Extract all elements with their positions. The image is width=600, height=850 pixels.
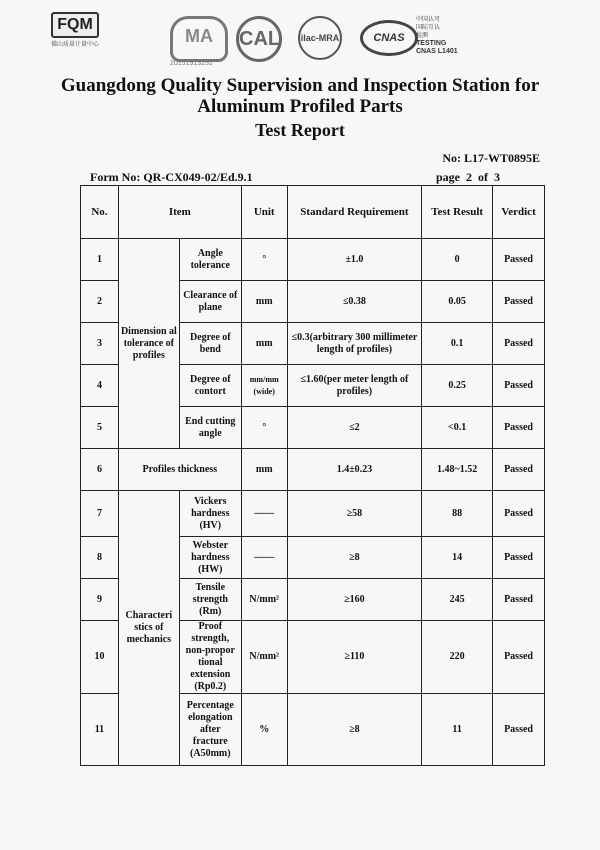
cell-item: End cutting angle: [179, 407, 241, 449]
cell-standard: 1.4±0.23: [287, 449, 422, 491]
cnas-line: 中国认可: [416, 16, 441, 23]
cell-verdict: Passed: [493, 281, 545, 323]
cell-no: 3: [81, 323, 119, 365]
cell-item: Clearance of plane: [179, 281, 241, 323]
cell-no: 4: [81, 365, 119, 407]
header-verdict: Verdict: [493, 186, 545, 239]
header-unit: Unit: [241, 186, 287, 239]
cell-verdict: Passed: [493, 621, 545, 694]
table-row: [81, 449, 545, 491]
cell-standard: ≥8: [287, 537, 422, 579]
cell-result: <0.1: [422, 407, 493, 449]
report-number-value: L17-WT0895E: [463, 151, 540, 165]
cell-result: 11: [422, 694, 493, 766]
cal-seal-icon: CAL: [236, 16, 282, 62]
title-line-2: Aluminum Profiled Parts: [197, 96, 403, 117]
cell-standard: ≥160: [287, 579, 422, 621]
page-total: 3: [494, 170, 500, 184]
cell-item: Degree of contort: [179, 365, 241, 407]
fqm-mark: FQM: [51, 12, 99, 38]
header-item: Item: [118, 186, 241, 239]
cell-item: Tensile strength (Rm): [179, 579, 241, 621]
cell-item: Degree of bend: [179, 323, 241, 365]
cell-result: 88: [422, 491, 493, 537]
cell-standard: ≥58: [287, 491, 422, 537]
form-number-label: Form No:: [90, 170, 141, 184]
title-line-1: Guangdong Quality Supervision and Inspection Station for: [60, 75, 540, 96]
cell-result: 0.05: [422, 281, 493, 323]
cell-verdict: Passed: [493, 694, 545, 766]
cell-no: 8: [81, 537, 119, 579]
cell-result: 0.1: [422, 323, 493, 365]
ilac-mra-seal-icon: ilac-MRA: [298, 16, 342, 60]
cell-verdict: Passed: [493, 579, 545, 621]
page-indicator: [436, 170, 500, 185]
cnas-text: [416, 16, 458, 56]
cnas-line: CNAS L1401: [416, 48, 458, 55]
page-label: page: [436, 170, 460, 184]
cell-unit: %: [241, 694, 287, 766]
cell-verdict: Passed: [493, 365, 545, 407]
cell-unit: mm/mm (wide): [241, 365, 287, 407]
cell-unit: mm: [241, 449, 287, 491]
cell-item: Webster hardness (HW): [179, 537, 241, 579]
cell-result: 0.25: [422, 365, 493, 407]
cell-no: 7: [81, 491, 119, 537]
cnas-line: 国际互认: [416, 24, 441, 31]
cell-result: 220: [422, 621, 493, 694]
cell-unit: ——: [241, 491, 287, 537]
fqm-subtitle: 佛山质量计量中心: [50, 41, 99, 48]
page-of: of: [478, 170, 488, 184]
group-mechanics: Characteri stics of mechanics: [118, 491, 179, 766]
report-number-label: No:: [442, 151, 461, 165]
table-row: [81, 239, 545, 281]
cnas-line: TESTING: [416, 40, 447, 47]
cell-result: 1.48~1.52: [422, 449, 493, 491]
cell-item: Percentage elongation after fracture (A50mm): [179, 694, 241, 766]
cell-no: 1: [81, 239, 119, 281]
cnas-line: 检测: [416, 32, 429, 39]
accreditation-logos: [0, 12, 600, 67]
cell-verdict: Passed: [493, 239, 545, 281]
cell-unit: °: [241, 239, 287, 281]
header-result: Test Result: [422, 186, 493, 239]
page-current: 2: [466, 170, 472, 184]
page-title: [0, 75, 600, 117]
cell-standard: ≤0.3(arbitrary 300 millimeter length of profiles): [287, 323, 422, 365]
table-row: [81, 491, 545, 537]
cell-item: Vickers hardness (HV): [179, 491, 241, 537]
cell-no: 9: [81, 579, 119, 621]
report-number: [442, 151, 540, 166]
cell-unit: N/mm²: [241, 579, 287, 621]
cell-unit: mm: [241, 323, 287, 365]
cell-result: 0: [422, 239, 493, 281]
cell-standard: ≤1.60(per meter length of profiles): [287, 365, 422, 407]
cell-unit: mm: [241, 281, 287, 323]
cell-standard: ≥110: [287, 621, 422, 694]
form-number: [90, 170, 253, 185]
cell-result: 245: [422, 579, 493, 621]
cell-item: Angle tolerance: [179, 239, 241, 281]
cell-verdict: Passed: [493, 407, 545, 449]
header-standard: Standard Requirement: [287, 186, 422, 239]
cell-item: Proof strength, non-propor tional extension (Rp0.2): [179, 621, 241, 694]
cell-no: 10: [81, 621, 119, 694]
cell-standard: ±1.0: [287, 239, 422, 281]
fqm-logo: [40, 12, 110, 48]
cell-no: 2: [81, 281, 119, 323]
cell-no: 11: [81, 694, 119, 766]
cell-verdict: Passed: [493, 491, 545, 537]
cell-unit: °: [241, 407, 287, 449]
cell-standard: ≤2: [287, 407, 422, 449]
table-header-row: [81, 186, 545, 239]
ma-number: 20151913252: [170, 60, 213, 67]
header-no: No.: [81, 186, 119, 239]
cell-standard: ≥8: [287, 694, 422, 766]
cell-verdict: Passed: [493, 323, 545, 365]
cell-unit: ——: [241, 537, 287, 579]
cell-standard: ≤0.38: [287, 281, 422, 323]
cell-unit: N/mm²: [241, 621, 287, 694]
cell-result: 14: [422, 537, 493, 579]
cell-no: 6: [81, 449, 119, 491]
group-dimension: Dimension al tolerance of profiles: [118, 239, 179, 449]
report-subtitle: Test Report: [255, 120, 345, 140]
test-report-table: [80, 185, 545, 766]
cnas-seal-icon: CNAS: [360, 20, 418, 56]
cell-item: Profiles thickness: [118, 449, 241, 491]
cell-verdict: Passed: [493, 537, 545, 579]
cell-no: 5: [81, 407, 119, 449]
ma-seal-icon: MA: [170, 16, 228, 62]
cell-verdict: Passed: [493, 449, 545, 491]
form-number-value: QR-CX049-02/Ed.9.1: [143, 170, 253, 184]
